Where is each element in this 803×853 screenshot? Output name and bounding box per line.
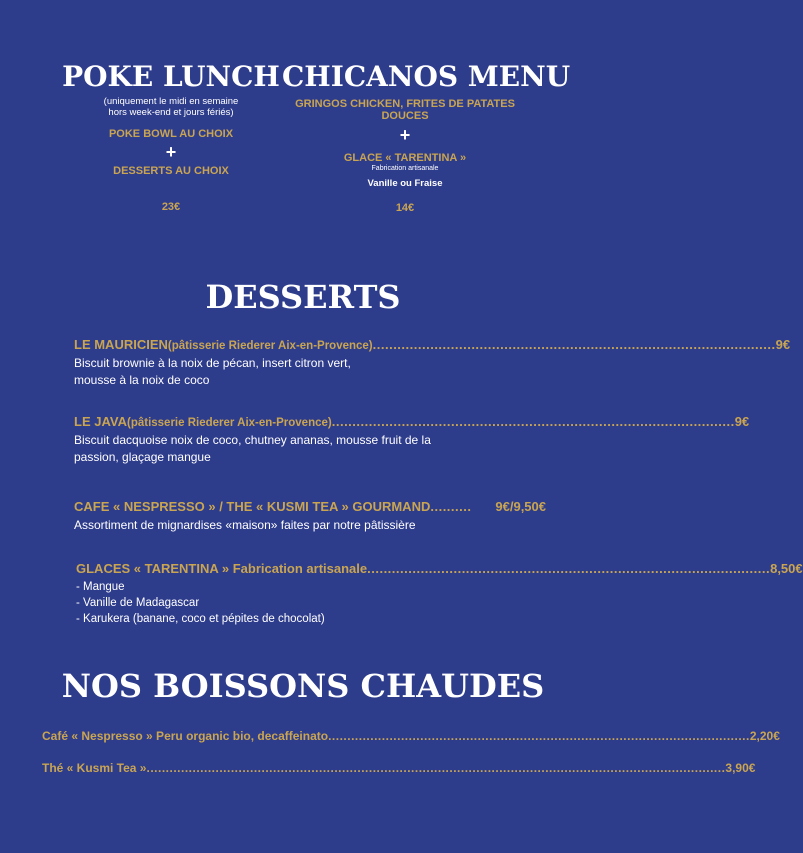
- chicanos-item1-line1: GRINGOS CHICKEN, FRITES DE PATATES: [295, 98, 515, 110]
- dessert-sub: (pâtisserie Riederer Aix-en-Provence): [167, 340, 373, 352]
- list-item: - Karukera (banane, coco et pépites de chocolat): [76, 613, 325, 625]
- chicanos-menu-title: CHICANOS MENU: [282, 60, 571, 93]
- dessert-name: CAFE « NESPRESSO » / THE « KUSMI TEA » GOURMAND: [74, 499, 431, 514]
- dessert-name: GLACES « TARENTINA » Fabrication artisanale: [76, 561, 368, 576]
- dot-leader: ..................................................................................................: [331, 414, 735, 429]
- dessert-desc-line2: mousse à la noix de coco: [74, 373, 210, 387]
- dessert-header: [76, 561, 803, 576]
- dessert-sub: (pâtisserie Riederer Aix-en-Provence): [126, 417, 332, 429]
- desserts-title: DESSERTS: [205, 278, 401, 316]
- poke-item1: POKE BOWL AU CHOIX: [108, 128, 234, 140]
- drink-name: Café « Nespresso » Peru organic bio, decaffeinato: [42, 729, 329, 743]
- dessert-desc-line1: Assortiment de mignardises «maison» faites par notre pâtissière: [74, 518, 416, 532]
- list-item: - Mangue: [76, 581, 125, 593]
- dot-leader: ..............................................................................................................: [328, 729, 750, 743]
- dessert-header: [74, 337, 791, 352]
- dessert-price: 8,50€: [770, 561, 803, 576]
- chicanos-item2: GLACE « TARENTINA »: [343, 152, 467, 164]
- drink-item-cafe: [42, 729, 780, 743]
- dessert-desc-line1: Biscuit brownie à la noix de pécan, insert citron vert,: [74, 356, 351, 370]
- drink-name: Thé « Kusmi Tea »: [42, 761, 147, 775]
- dessert-name: LE JAVA: [74, 414, 127, 429]
- dessert-header: [74, 414, 750, 429]
- dessert-item-cafe-gourmand: [74, 499, 546, 534]
- dessert-desc-line1: Biscuit dacquoise noix de coco, chutney ananas, mousse fruit de la: [74, 433, 431, 447]
- dessert-price: 9€/9,50€: [495, 499, 546, 514]
- dessert-price: 9€: [775, 337, 791, 352]
- drink-price: 3,90€: [725, 761, 756, 775]
- dessert-price: 9€: [734, 414, 750, 429]
- dot-leader: ..........: [430, 499, 472, 514]
- dessert-desc-line2: passion, glaçage mangue: [74, 450, 211, 464]
- dessert-item-mauricien: [74, 337, 791, 389]
- poke-item2: DESSERTS AU CHOIX: [113, 165, 229, 177]
- dessert-name: LE MAURICIEN: [74, 337, 168, 352]
- dessert-header: [74, 499, 546, 514]
- chicanos-item1-line2: DOUCES: [381, 110, 429, 122]
- flavor-list: [76, 579, 546, 627]
- drink-item-the: [42, 761, 756, 775]
- drink-price: 2,20€: [749, 729, 780, 743]
- chicanos-menu-section: [282, 60, 571, 214]
- chicanos-price: 14€: [395, 202, 415, 214]
- dot-leader: .......................................................................................................................................................: [146, 761, 726, 775]
- poke-note-line2: hors week-end et jours fériés): [108, 107, 234, 118]
- poke-plus: +: [165, 142, 177, 162]
- dessert-item-java: [74, 414, 750, 466]
- chicanos-item2-note: Fabrication artisanale: [371, 165, 439, 172]
- drink-header: [42, 761, 756, 775]
- poke-lunch-section: [60, 60, 282, 213]
- drink-header: [42, 729, 780, 743]
- dessert-item-glaces: [76, 561, 803, 627]
- chicanos-item2-flavors: Vanille ou Fraise: [367, 178, 443, 189]
- dot-leader: ..................................................................................................: [372, 337, 776, 352]
- list-item: - Vanille de Madagascar: [76, 597, 200, 609]
- poke-note-line1: (uniquement le midi en semaine: [103, 96, 239, 107]
- poke-price: 23€: [161, 201, 181, 213]
- poke-lunch-title: POKE LUNCH: [62, 60, 280, 93]
- hot-drinks-title: NOS BOISSONS CHAUDES: [61, 667, 545, 705]
- chicanos-plus: +: [399, 125, 411, 145]
- dot-leader: ..................................................................................................: [367, 561, 771, 576]
